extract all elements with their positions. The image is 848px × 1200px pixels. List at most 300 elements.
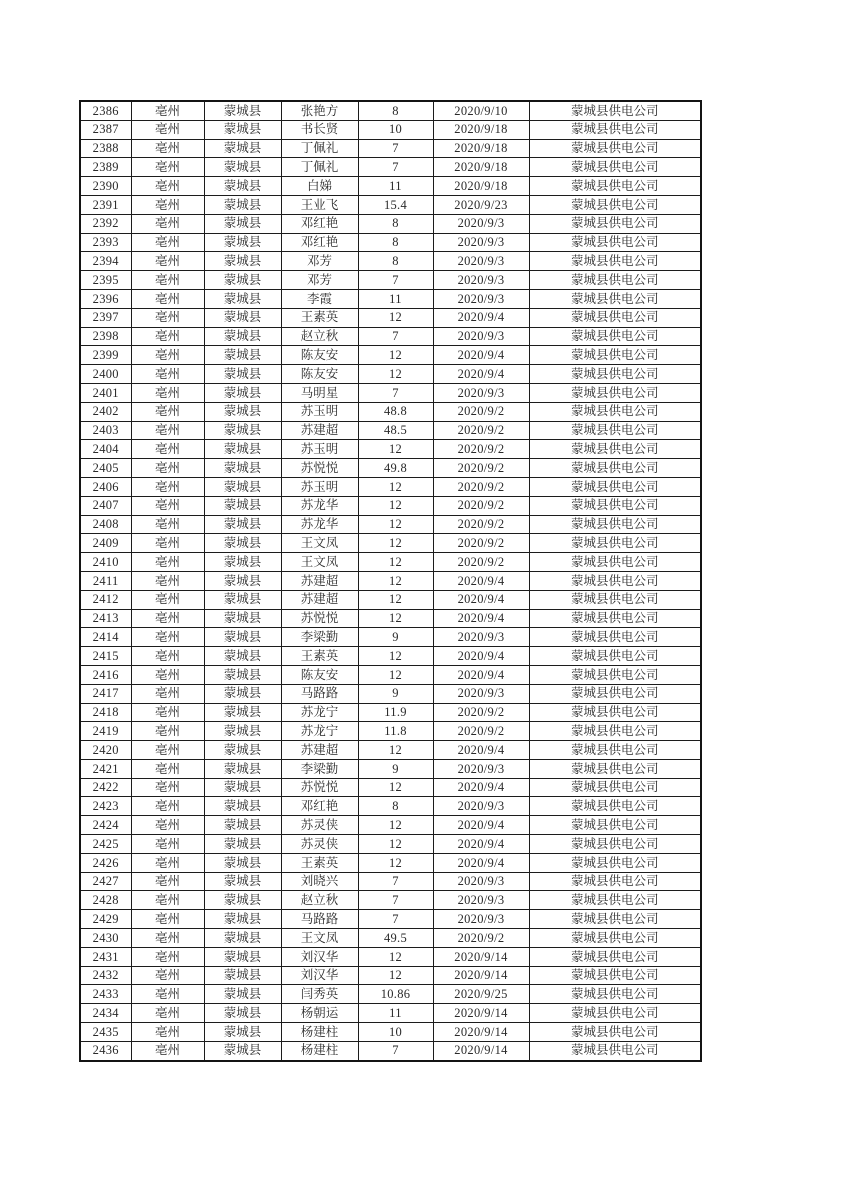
table-row (80, 853, 701, 872)
cell-city: 亳州 (131, 947, 204, 966)
cell-value: 12 (358, 835, 433, 854)
table-row (80, 327, 701, 346)
cell-county: 蒙城县 (204, 459, 281, 478)
cell-county: 蒙城县 (204, 177, 281, 196)
table-row (80, 1004, 701, 1023)
table-row (80, 947, 701, 966)
cell-name: 杨朝运 (281, 1004, 358, 1023)
cell-company: 蒙城县供电公司 (529, 571, 701, 590)
cell-value: 12 (358, 966, 433, 985)
cell-city: 亳州 (131, 929, 204, 948)
cell-company: 蒙城县供电公司 (529, 929, 701, 948)
cell-value: 12 (358, 346, 433, 365)
cell-value: 11 (358, 289, 433, 308)
cell-name: 李梁勤 (281, 628, 358, 647)
cell-company: 蒙城县供电公司 (529, 402, 701, 421)
cell-value: 7 (358, 139, 433, 158)
cell-name: 闫秀英 (281, 985, 358, 1004)
cell-city: 亳州 (131, 158, 204, 177)
cell-date: 2020/9/4 (433, 365, 529, 384)
cell-serial: 2433 (80, 985, 131, 1004)
cell-date: 2020/9/2 (433, 553, 529, 572)
cell-value: 12 (358, 553, 433, 572)
cell-name: 陈友安 (281, 665, 358, 684)
cell-city: 亳州 (131, 120, 204, 139)
cell-county: 蒙城县 (204, 383, 281, 402)
cell-date: 2020/9/3 (433, 628, 529, 647)
cell-date: 2020/9/4 (433, 853, 529, 872)
cell-date: 2020/9/3 (433, 872, 529, 891)
cell-name: 马明星 (281, 383, 358, 402)
table-row (80, 929, 701, 948)
cell-city: 亳州 (131, 590, 204, 609)
cell-value: 9 (358, 628, 433, 647)
cell-company: 蒙城县供电公司 (529, 252, 701, 271)
cell-serial: 2393 (80, 233, 131, 252)
cell-county: 蒙城县 (204, 891, 281, 910)
cell-city: 亳州 (131, 477, 204, 496)
cell-company: 蒙城县供电公司 (529, 966, 701, 985)
cell-date: 2020/9/3 (433, 233, 529, 252)
cell-serial: 2424 (80, 816, 131, 835)
cell-county: 蒙城县 (204, 966, 281, 985)
cell-company: 蒙城县供电公司 (529, 534, 701, 553)
cell-date: 2020/9/2 (433, 515, 529, 534)
cell-company: 蒙城县供电公司 (529, 1004, 701, 1023)
cell-name: 苏建超 (281, 741, 358, 760)
cell-date: 2020/9/2 (433, 929, 529, 948)
cell-serial: 2432 (80, 966, 131, 985)
cell-county: 蒙城县 (204, 139, 281, 158)
cell-county: 蒙城县 (204, 759, 281, 778)
cell-value: 7 (358, 872, 433, 891)
cell-serial: 2414 (80, 628, 131, 647)
cell-city: 亳州 (131, 327, 204, 346)
cell-date: 2020/9/2 (433, 440, 529, 459)
table-row (80, 1023, 701, 1042)
cell-name: 王文凤 (281, 929, 358, 948)
cell-serial: 2396 (80, 289, 131, 308)
cell-serial: 2391 (80, 195, 131, 214)
cell-company: 蒙城县供电公司 (529, 759, 701, 778)
cell-date: 2020/9/18 (433, 158, 529, 177)
cell-county: 蒙城县 (204, 910, 281, 929)
cell-serial: 2412 (80, 590, 131, 609)
cell-company: 蒙城县供电公司 (529, 609, 701, 628)
cell-value: 11.9 (358, 703, 433, 722)
cell-name: 苏龙华 (281, 496, 358, 515)
cell-value: 7 (358, 327, 433, 346)
cell-value: 12 (358, 778, 433, 797)
cell-serial: 2429 (80, 910, 131, 929)
cell-county: 蒙城县 (204, 233, 281, 252)
cell-date: 2020/9/4 (433, 590, 529, 609)
cell-county: 蒙城县 (204, 496, 281, 515)
cell-value: 49.5 (358, 929, 433, 948)
cell-company: 蒙城县供电公司 (529, 703, 701, 722)
cell-county: 蒙城县 (204, 1004, 281, 1023)
cell-county: 蒙城县 (204, 590, 281, 609)
cell-name: 苏悦悦 (281, 778, 358, 797)
cell-city: 亳州 (131, 1004, 204, 1023)
cell-company: 蒙城县供电公司 (529, 853, 701, 872)
cell-name: 邓芳 (281, 252, 358, 271)
cell-name: 丁佩礼 (281, 139, 358, 158)
table-body (80, 101, 701, 1061)
cell-serial: 2419 (80, 722, 131, 741)
cell-city: 亳州 (131, 891, 204, 910)
cell-value: 10 (358, 120, 433, 139)
cell-county: 蒙城县 (204, 515, 281, 534)
cell-serial: 2435 (80, 1023, 131, 1042)
cell-city: 亳州 (131, 101, 204, 120)
cell-value: 8 (358, 233, 433, 252)
cell-county: 蒙城县 (204, 421, 281, 440)
cell-company: 蒙城县供电公司 (529, 158, 701, 177)
cell-serial: 2410 (80, 553, 131, 572)
table-row (80, 421, 701, 440)
cell-company: 蒙城县供电公司 (529, 177, 701, 196)
cell-name: 王文凤 (281, 553, 358, 572)
cell-name: 刘汉华 (281, 947, 358, 966)
cell-date: 2020/9/3 (433, 214, 529, 233)
cell-county: 蒙城县 (204, 553, 281, 572)
cell-value: 7 (358, 1041, 433, 1060)
cell-value: 12 (358, 647, 433, 666)
cell-county: 蒙城县 (204, 741, 281, 760)
cell-company: 蒙城县供电公司 (529, 365, 701, 384)
cell-city: 亳州 (131, 421, 204, 440)
table-row (80, 177, 701, 196)
cell-serial: 2436 (80, 1041, 131, 1060)
cell-serial: 2425 (80, 835, 131, 854)
cell-serial: 2430 (80, 929, 131, 948)
cell-county: 蒙城县 (204, 947, 281, 966)
cell-county: 蒙城县 (204, 440, 281, 459)
cell-name: 王素英 (281, 308, 358, 327)
cell-value: 12 (358, 365, 433, 384)
cell-county: 蒙城县 (204, 722, 281, 741)
table-row (80, 402, 701, 421)
cell-name: 王业飞 (281, 195, 358, 214)
cell-city: 亳州 (131, 966, 204, 985)
table-row (80, 496, 701, 515)
cell-serial: 2427 (80, 872, 131, 891)
cell-city: 亳州 (131, 571, 204, 590)
cell-city: 亳州 (131, 684, 204, 703)
cell-company: 蒙城县供电公司 (529, 628, 701, 647)
cell-company: 蒙城县供电公司 (529, 327, 701, 346)
cell-date: 2020/9/18 (433, 139, 529, 158)
cell-serial: 2409 (80, 534, 131, 553)
cell-name: 苏灵侠 (281, 835, 358, 854)
cell-county: 蒙城县 (204, 308, 281, 327)
cell-city: 亳州 (131, 289, 204, 308)
cell-name: 苏建超 (281, 590, 358, 609)
cell-name: 张艳方 (281, 101, 358, 120)
table-row (80, 628, 701, 647)
cell-name: 陈友安 (281, 365, 358, 384)
cell-company: 蒙城县供电公司 (529, 741, 701, 760)
table-row (80, 308, 701, 327)
cell-company: 蒙城县供电公司 (529, 872, 701, 891)
table-row (80, 891, 701, 910)
table-row (80, 252, 701, 271)
cell-city: 亳州 (131, 722, 204, 741)
cell-city: 亳州 (131, 647, 204, 666)
cell-city: 亳州 (131, 741, 204, 760)
cell-name: 王素英 (281, 647, 358, 666)
cell-name: 苏玉明 (281, 402, 358, 421)
cell-serial: 2398 (80, 327, 131, 346)
cell-date: 2020/9/23 (433, 195, 529, 214)
cell-county: 蒙城县 (204, 534, 281, 553)
cell-city: 亳州 (131, 440, 204, 459)
cell-city: 亳州 (131, 553, 204, 572)
cell-company: 蒙城县供电公司 (529, 271, 701, 290)
cell-date: 2020/9/14 (433, 1041, 529, 1060)
cell-serial: 2403 (80, 421, 131, 440)
cell-city: 亳州 (131, 778, 204, 797)
cell-county: 蒙城县 (204, 289, 281, 308)
cell-city: 亳州 (131, 515, 204, 534)
table-row (80, 741, 701, 760)
cell-city: 亳州 (131, 703, 204, 722)
table-row (80, 289, 701, 308)
cell-company: 蒙城县供电公司 (529, 797, 701, 816)
cell-name: 杨建柱 (281, 1041, 358, 1060)
cell-name: 苏龙华 (281, 515, 358, 534)
cell-county: 蒙城县 (204, 365, 281, 384)
cell-value: 7 (358, 383, 433, 402)
cell-county: 蒙城县 (204, 1041, 281, 1060)
table-row (80, 101, 701, 120)
cell-name: 王素英 (281, 853, 358, 872)
cell-county: 蒙城县 (204, 835, 281, 854)
cell-company: 蒙城县供电公司 (529, 722, 701, 741)
cell-date: 2020/9/25 (433, 985, 529, 1004)
cell-city: 亳州 (131, 365, 204, 384)
cell-name: 邓芳 (281, 271, 358, 290)
table-row (80, 365, 701, 384)
cell-serial: 2431 (80, 947, 131, 966)
cell-county: 蒙城县 (204, 214, 281, 233)
cell-date: 2020/9/4 (433, 835, 529, 854)
cell-serial: 2421 (80, 759, 131, 778)
cell-company: 蒙城县供电公司 (529, 496, 701, 515)
table-row (80, 647, 701, 666)
cell-company: 蒙城县供电公司 (529, 1023, 701, 1042)
cell-company: 蒙城县供电公司 (529, 101, 701, 120)
cell-city: 亳州 (131, 609, 204, 628)
cell-date: 2020/9/2 (433, 421, 529, 440)
cell-serial: 2408 (80, 515, 131, 534)
cell-city: 亳州 (131, 835, 204, 854)
cell-city: 亳州 (131, 797, 204, 816)
cell-date: 2020/9/4 (433, 647, 529, 666)
cell-city: 亳州 (131, 872, 204, 891)
cell-value: 12 (358, 741, 433, 760)
cell-date: 2020/9/4 (433, 346, 529, 365)
cell-value: 12 (358, 496, 433, 515)
cell-serial: 2423 (80, 797, 131, 816)
cell-date: 2020/9/2 (433, 477, 529, 496)
cell-name: 赵立秋 (281, 327, 358, 346)
cell-name: 苏龙宁 (281, 703, 358, 722)
cell-county: 蒙城县 (204, 684, 281, 703)
cell-serial: 2428 (80, 891, 131, 910)
cell-serial: 2405 (80, 459, 131, 478)
table-row (80, 553, 701, 572)
cell-value: 12 (358, 515, 433, 534)
cell-serial: 2413 (80, 609, 131, 628)
cell-county: 蒙城县 (204, 101, 281, 120)
cell-value: 11 (358, 177, 433, 196)
table-row (80, 703, 701, 722)
cell-serial: 2406 (80, 477, 131, 496)
cell-city: 亳州 (131, 853, 204, 872)
cell-name: 苏玉明 (281, 440, 358, 459)
cell-company: 蒙城县供电公司 (529, 421, 701, 440)
cell-company: 蒙城县供电公司 (529, 383, 701, 402)
cell-date: 2020/9/2 (433, 703, 529, 722)
cell-value: 12 (358, 571, 433, 590)
table-row (80, 477, 701, 496)
cell-county: 蒙城县 (204, 195, 281, 214)
cell-name: 陈友安 (281, 346, 358, 365)
cell-county: 蒙城县 (204, 571, 281, 590)
table-row (80, 722, 701, 741)
table-row (80, 1041, 701, 1060)
cell-date: 2020/9/4 (433, 741, 529, 760)
cell-name: 白娣 (281, 177, 358, 196)
cell-county: 蒙城县 (204, 797, 281, 816)
cell-value: 12 (358, 440, 433, 459)
cell-company: 蒙城县供电公司 (529, 233, 701, 252)
cell-county: 蒙城县 (204, 985, 281, 1004)
table-row (80, 534, 701, 553)
cell-value: 11.8 (358, 722, 433, 741)
cell-date: 2020/9/2 (433, 402, 529, 421)
cell-serial: 2402 (80, 402, 131, 421)
cell-serial: 2411 (80, 571, 131, 590)
cell-serial: 2388 (80, 139, 131, 158)
cell-company: 蒙城县供电公司 (529, 139, 701, 158)
table-row (80, 346, 701, 365)
cell-name: 李梁勤 (281, 759, 358, 778)
table-row (80, 233, 701, 252)
cell-county: 蒙城县 (204, 327, 281, 346)
table-row (80, 910, 701, 929)
cell-county: 蒙城县 (204, 158, 281, 177)
cell-name: 李霞 (281, 289, 358, 308)
cell-city: 亳州 (131, 496, 204, 515)
cell-county: 蒙城县 (204, 609, 281, 628)
cell-county: 蒙城县 (204, 271, 281, 290)
cell-city: 亳州 (131, 985, 204, 1004)
cell-city: 亳州 (131, 759, 204, 778)
cell-city: 亳州 (131, 177, 204, 196)
table-row (80, 609, 701, 628)
cell-company: 蒙城县供电公司 (529, 947, 701, 966)
cell-date: 2020/9/10 (433, 101, 529, 120)
cell-city: 亳州 (131, 233, 204, 252)
cell-city: 亳州 (131, 383, 204, 402)
cell-value: 15.4 (358, 195, 433, 214)
cell-name: 苏龙宁 (281, 722, 358, 741)
cell-value: 48.8 (358, 402, 433, 421)
table-row (80, 872, 701, 891)
cell-name: 马路路 (281, 910, 358, 929)
cell-company: 蒙城县供电公司 (529, 120, 701, 139)
table-row (80, 459, 701, 478)
cell-value: 8 (358, 797, 433, 816)
cell-value: 12 (358, 853, 433, 872)
cell-county: 蒙城县 (204, 853, 281, 872)
cell-date: 2020/9/3 (433, 289, 529, 308)
cell-value: 11 (358, 1004, 433, 1023)
cell-name: 丁佩礼 (281, 158, 358, 177)
table-row (80, 158, 701, 177)
cell-value: 9 (358, 684, 433, 703)
table-row (80, 966, 701, 985)
cell-value: 49.8 (358, 459, 433, 478)
cell-company: 蒙城县供电公司 (529, 891, 701, 910)
table-row (80, 759, 701, 778)
cell-company: 蒙城县供电公司 (529, 440, 701, 459)
cell-company: 蒙城县供电公司 (529, 778, 701, 797)
cell-county: 蒙城县 (204, 665, 281, 684)
cell-company: 蒙城县供电公司 (529, 346, 701, 365)
cell-date: 2020/9/3 (433, 891, 529, 910)
cell-value: 9 (358, 759, 433, 778)
cell-name: 邓红艳 (281, 214, 358, 233)
cell-date: 2020/9/3 (433, 327, 529, 346)
table-row (80, 515, 701, 534)
cell-serial: 2420 (80, 741, 131, 760)
cell-value: 12 (358, 609, 433, 628)
cell-county: 蒙城县 (204, 346, 281, 365)
cell-county: 蒙城县 (204, 816, 281, 835)
cell-city: 亳州 (131, 1023, 204, 1042)
cell-city: 亳州 (131, 910, 204, 929)
cell-value: 12 (358, 308, 433, 327)
cell-value: 10 (358, 1023, 433, 1042)
cell-city: 亳州 (131, 402, 204, 421)
cell-value: 12 (358, 534, 433, 553)
cell-company: 蒙城县供电公司 (529, 308, 701, 327)
cell-value: 7 (358, 158, 433, 177)
cell-name: 邓红艳 (281, 797, 358, 816)
cell-serial: 2399 (80, 346, 131, 365)
cell-serial: 2394 (80, 252, 131, 271)
table-row (80, 665, 701, 684)
cell-value: 12 (358, 816, 433, 835)
cell-county: 蒙城县 (204, 703, 281, 722)
cell-serial: 2400 (80, 365, 131, 384)
cell-value: 12 (358, 665, 433, 684)
cell-company: 蒙城县供电公司 (529, 515, 701, 534)
cell-date: 2020/9/2 (433, 496, 529, 515)
cell-serial: 2404 (80, 440, 131, 459)
table-row (80, 816, 701, 835)
table-row (80, 120, 701, 139)
cell-city: 亳州 (131, 816, 204, 835)
cell-serial: 2395 (80, 271, 131, 290)
cell-county: 蒙城县 (204, 647, 281, 666)
cell-name: 苏玉明 (281, 477, 358, 496)
cell-value: 8 (358, 252, 433, 271)
